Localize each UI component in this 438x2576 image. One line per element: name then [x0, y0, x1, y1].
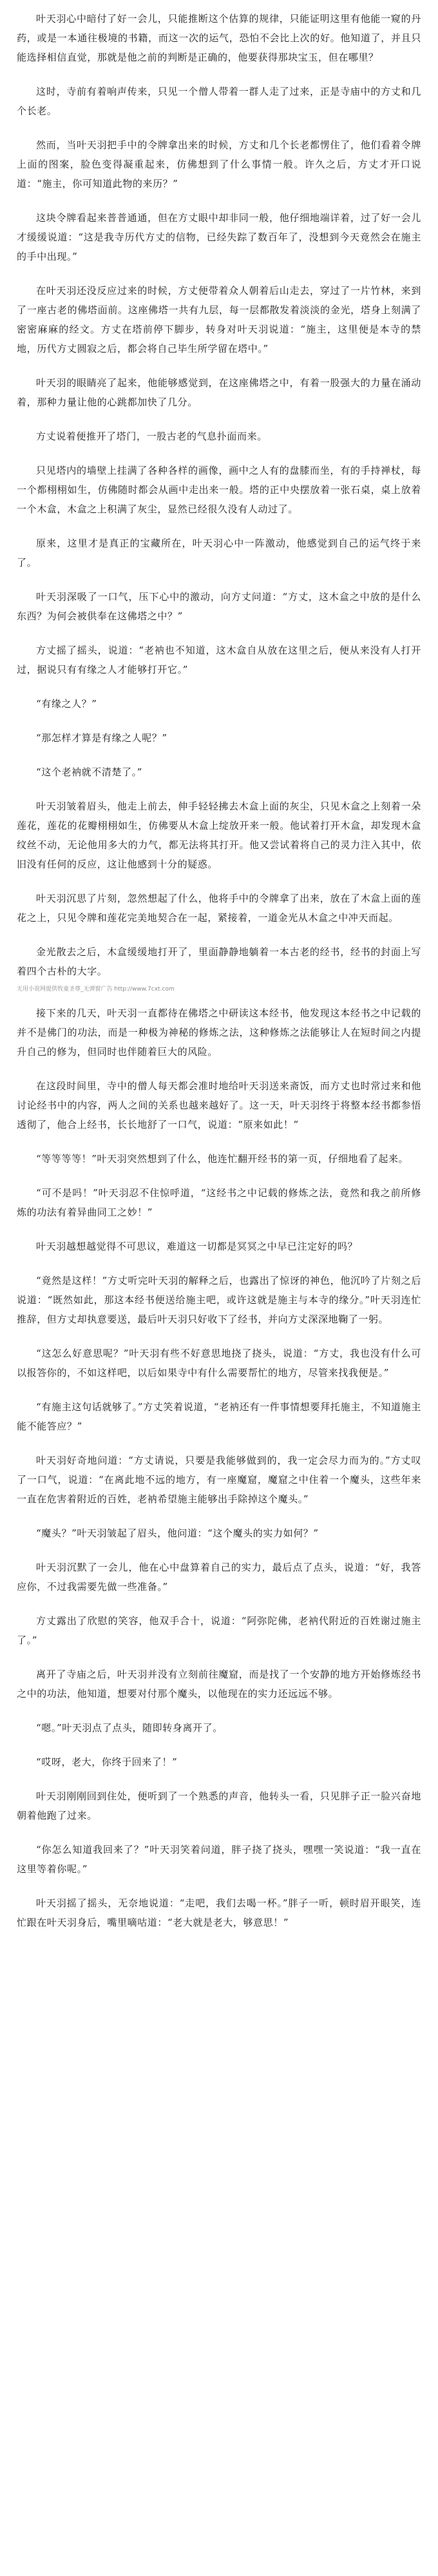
paragraph-3: 然而，当叶天羽把手中的令牌拿出来的时候，方丈和几个长老都愣住了，他们看着令牌上面的图案，脸色变得凝重起来，仿佛想到了什么事情一般。许久之后，方丈才开口说道：“施主，你可知道此物的来历？”: [17, 139, 421, 189]
paragraph-26: 叶天羽好奇地问道：“方丈请说，只要是我能够做到的，我一定会尽力而为的。”方丈叹了一口气，说道：“在离此地不远的地方，有一座魔窟，魔窟之中住着一个魔头，这些年来一直在危害着附近的百姓，老衲希望施主能够出手除掉这个魔头。”: [17, 1455, 421, 1505]
paragraph-32: “哎呀，老大，你终于回来了！”: [36, 1756, 178, 1768]
paragraph-5: 在叶天羽还没反应过来的时候，方丈便带着众人朝着后山走去，穿过了一片竹林，来到了一座古老的佛塔面前。这座佛塔一共有九层，每一层都散发着淡淡的金光，塔身上刻满了密密麻麻的经文。方丈在塔前停下脚步，转身对叶天羽说道：“施主，这里便是本寺的禁地，历代方丈圆寂之后，都会将自己毕生所学留在塔中。”: [17, 285, 421, 354]
site-watermark: 无用小说网提供牧童圣尊_无弹窗广告 http://www.7cxt.com: [17, 986, 175, 993]
paragraph-21: “可不是吗！”叶天羽忍不住惊呼道，“这经书之中记载的修炼之法，竟然和我之前所修炼的功法有着异曲同工之妙！”: [17, 1187, 421, 1218]
paragraph-4: 这块令牌看起来普普通通，但在方丈眼中却非同一般，他仔细地端详着，过了好一会儿才缓缓说道：“这是我寺历代方丈的信物，已经失踪了数百年了，没想到今天竟然会在施主的手中出现。”: [17, 212, 421, 262]
paragraph-9: 原来，这里才是真正的宝藏所在，叶天羽心中一阵激动，他感觉到自己的运气终于来了。: [17, 537, 421, 568]
paragraph-7: 方丈说着便推开了塔门，一股古老的气息扑面而来。: [36, 431, 267, 442]
paragraph-25: “有施主这句话就够了。”方丈笑着说道，“老衲还有一件事情想要拜托施主，不知道施主能不能答应？”: [17, 1401, 421, 1432]
paragraph-31: “嗯。”叶天羽点了点头，随即转身离开了。: [36, 1722, 223, 1734]
paragraph-33: 叶天羽刚刚回到住处，便听到了一个熟悉的声音，他转头一看，只见胖子正一脸兴奋地朝着他跑了过来。: [17, 1790, 421, 1821]
paragraph-27: “魔头？”叶天羽皱起了眉头，他问道：“这个魔头的实力如何？”: [36, 1527, 319, 1539]
paragraph-34: “你怎么知道我回来了？”叶天羽笑着问道，胖子挠了挠头，嘿嘿一笑说道：“我一直在这里等着你呢。”: [17, 1844, 421, 1875]
paragraph-16: 叶天羽沉思了片刻，忽然想起了什么，他将手中的令牌拿了出来，放在了木盒上面的莲花之上，只见令牌和莲花完美地契合在一起，紧接着，一道金光从木盒之中冲天而起。: [17, 893, 421, 924]
paragraph-13: “那怎样才算是有缘之人呢？”: [36, 732, 167, 744]
paragraph-1: 叶天羽心中暗付了好一会儿，只能推断这个估算的规律，只能证明这里有他能一窥的丹药，或是一本通往极境的书籍，而这一次的运气，恐怕不会比上次的好。他知道了，并且只能选择相信直觉，那就是他之前的判断是正确的，他要获得那块宝玉，但在哪里？: [17, 13, 421, 63]
paragraph-24: “这怎么好意思呢？”叶天羽有些不好意思地挠了挠头，说道：“方丈，我也没有什么可以报答你的，不如这样吧，以后如果寺中有什么需要帮忙的地方，尽管来找我便是。”: [17, 1348, 421, 1379]
paragraph-6: 叶天羽的眼睛亮了起来，他能够感觉到，在这座佛塔之中，有着一股强大的力量在涌动着，那种力量让他的心跳都加快了几分。: [17, 377, 421, 408]
paragraph-11: 方丈摇了摇头，说道：“老衲也不知道，这木盒自从放在这里之后，便从来没有人打开过，据说只有有缘之人才能够打开它。”: [17, 644, 421, 675]
paragraph-8: 只见塔内的墙壁上挂满了各种各样的画像，画中之人有的盘膝而坐，有的手持禅杖，每一个都栩栩如生，仿佛随时都会从画中走出来一般。塔的正中央摆放着一张石桌，桌上放着一个木盒，木盒之上积满了灰尘，显然已经很久没有人动过了。: [17, 465, 421, 515]
paragraph-22: 叶天羽越想越觉得不可思议，难道这一切都是冥冥之中早已注定好的吗？: [36, 1241, 358, 1252]
paragraph-10: 叶天羽深吸了一口气，压下心中的激动，向方丈问道：“方丈，这木盒之中放的是什么东西？为何会被供奉在这佛塔之中？”: [17, 591, 421, 622]
paragraph-20: “等等等等！”叶天羽突然想到了什么，他连忙翻开经书的第一页，仔细地看了起来。: [36, 1153, 409, 1165]
paragraph-19: 在这段时间里，寺中的僧人每天都会准时地给叶天羽送来斋饭，而方丈也时常过来和他讨论经书中的内容，两人之间的关系也越来越好了。这一天，叶天羽终于将整本经书都参悟透彻了，他合上经书，长长地舒了一口气，说道：“原来如此！”: [17, 1080, 421, 1130]
paragraph-14: “这个老衲就不清楚了。”: [36, 766, 143, 778]
paragraph-28: 叶天羽沉默了一会儿，他在心中盘算着自己的实力，最后点了点头，说道：“好，我答应你，不过我需要先做一些准备。”: [17, 1562, 421, 1593]
paragraph-30: 离开了寺庙之后，叶天羽并没有立刻前往魔窟，而是找了一个安静的地方开始修炼经书之中的功法，他知道，想要对付那个魔头，以他现在的实力还远远不够。: [17, 1669, 421, 1700]
paragraph-29: 方丈露出了欣慰的笑容，他双手合十，说道：“阿弥陀佛，老衲代附近的百姓谢过施主了。”: [17, 1615, 421, 1646]
paragraph-12: “有缘之人？”: [36, 698, 97, 710]
paragraph-18: 接下来的几天，叶天羽一直都待在佛塔之中研读这本经书，他发现这本经书之中记载的并不是佛门的功法，而是一种极为神秘的修炼之法，这种修炼之法能够让人在短时间之内提升自己的修为，但同时也伴随着巨大的风险。: [17, 1007, 421, 1058]
paragraph-23: “竟然是这样！”方丈听完叶天羽的解释之后，也露出了惊讶的神色，他沉吟了片刻之后说道：“既然如此，那这本经书便送给施主吧，或许这就是施主与本寺的缘分。”叶天羽连忙推辞，但方丈却执意要送，最后叶天羽只好收下了经书，并向方丈深深地鞠了一躬。: [17, 1275, 421, 1325]
paragraph-15: 叶天羽皱着眉头，他走上前去，伸手轻轻拂去木盒上面的灰尘，只见木盒之上刻着一朵莲花，莲花的花瓣栩栩如生，仿佛要从木盒上绽放开来一般。他试着打开木盒，却发现木盒纹丝不动，无论他用多大的力气，都无法将其打开。他又尝试着将自己的灵力注入其中，依旧没有任何的反应，这让他感到十分的疑惑。: [17, 800, 421, 870]
paragraph-2: 这时，寺前有着响声传来，只见一个僧人带着一群人走了过来，正是寺庙中的方丈和几个长老。: [17, 86, 421, 117]
paragraph-35: 叶天羽摇了摇头，无奈地说道：“走吧，我们去喝一杯。”胖子一听，顿时眉开眼笑，连忙跟在叶天羽身后，嘴里嘀咕道：“老大就是老大，够意思！”: [17, 1897, 421, 1928]
paragraph-17: 金光散去之后，木盒缓缓地打开了，里面静静地躺着一本古老的经书，经书的封面上写着四个古朴的大字。: [17, 946, 421, 977]
